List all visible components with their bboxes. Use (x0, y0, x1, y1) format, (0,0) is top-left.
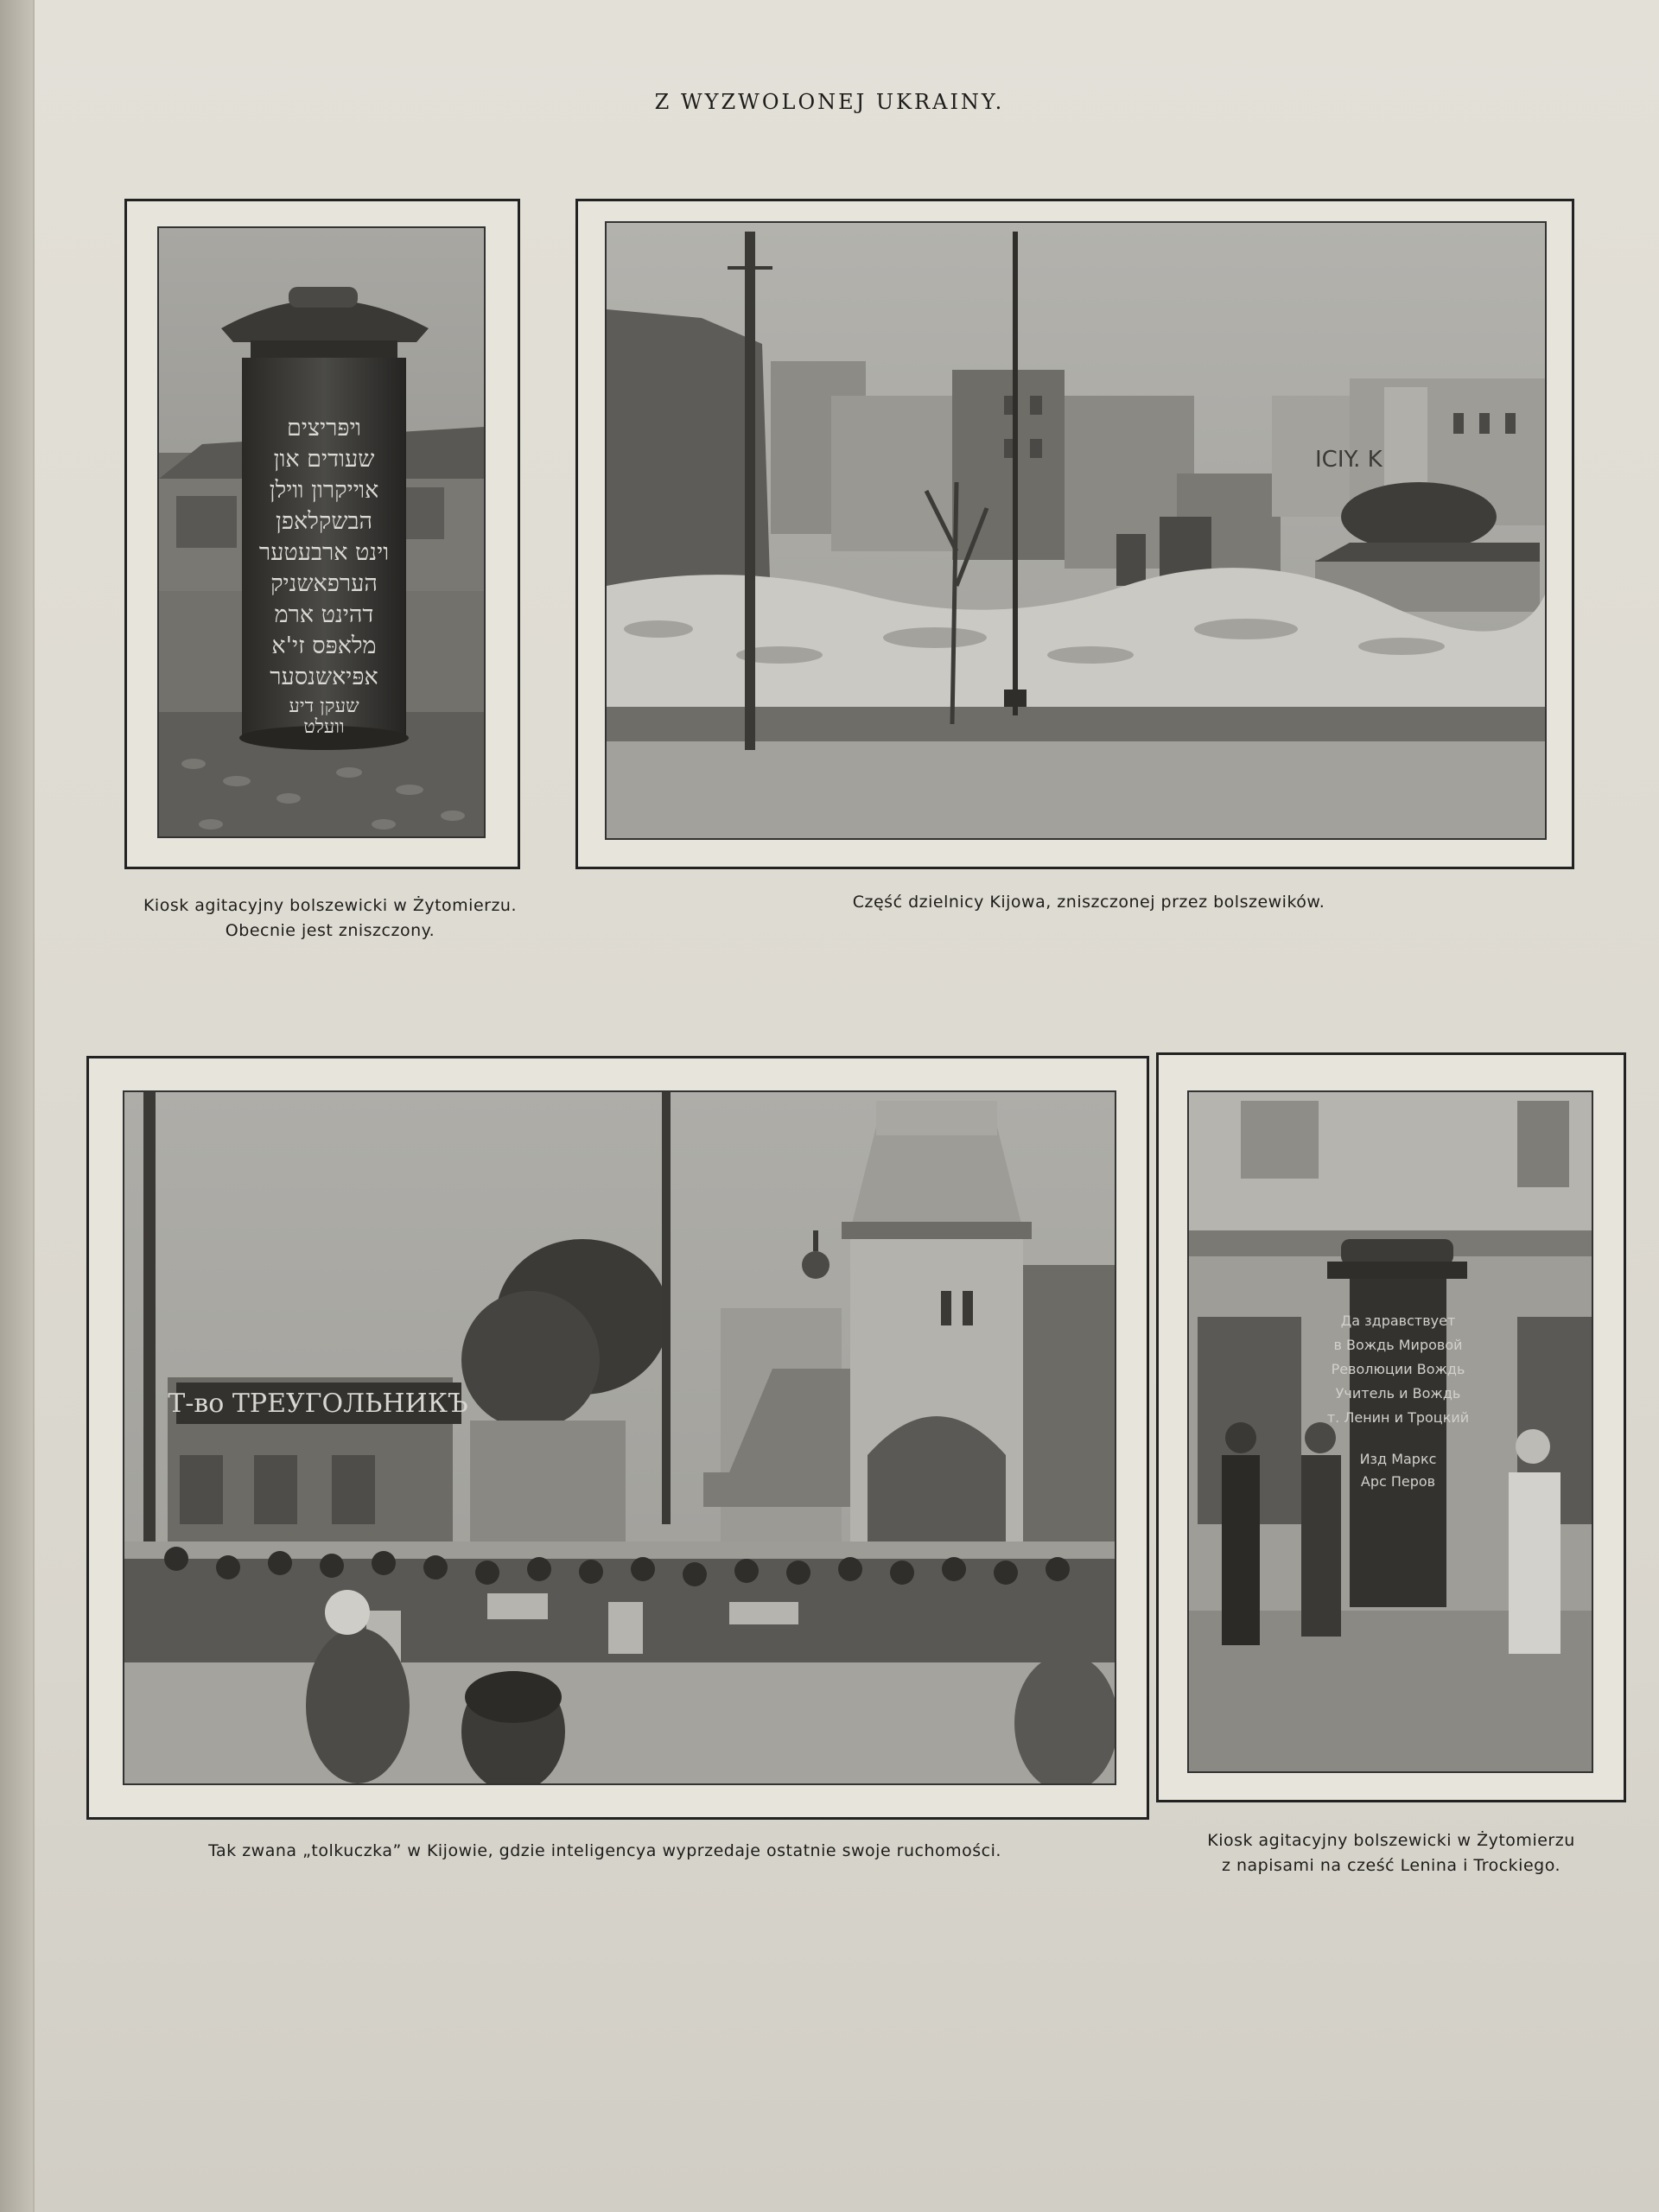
poster-inscription-line: Изд Маркс (1359, 1451, 1437, 1467)
poster-inscription-line: в Вождь Мировой (1333, 1337, 1463, 1353)
kiosk-inscription-line: אױיקרון װילן (269, 477, 379, 504)
ruins-wall-sign: ICIY. K (1315, 447, 1382, 473)
kiosk-inscription-line: מלאפּס זי'א (271, 632, 377, 659)
kiosk-photo (157, 226, 486, 838)
caption-line: Tak zwana „tolkuczka” w Kijowie, gdzie inteligencya wyprzedaje ostatnie swoje ruchomości. (208, 1841, 1001, 1860)
poster-inscription-line: Революции Вождь (1331, 1361, 1465, 1377)
page-title: Z WYZWOLONEJ UKRAINY. (654, 90, 1005, 114)
caption-kiosk-poster (1158, 1828, 1624, 1878)
poster-inscription-line: Да здравствует (1340, 1313, 1456, 1329)
caption-kiosk (97, 893, 563, 944)
binding-spine (0, 0, 33, 2212)
kiosk-inscription-line: שעקן דיע (289, 696, 359, 717)
caption-market (130, 1839, 1080, 1864)
kiosk-inscription-line: שעודים און (273, 446, 375, 473)
kiosk-inscription-line: וינט ארבעטער (258, 539, 390, 566)
caption-line: Obecnie jest zniszczony. (225, 921, 435, 940)
caption-line: Kiosk agitacyjny bolszewicki w Żytomierzu. (143, 896, 518, 915)
poster-inscription-line: Учитель и Вождь (1335, 1385, 1461, 1402)
kiosk-poster-photo (1187, 1090, 1593, 1773)
kiosk-inscription-line: אפּיאשנסער (270, 664, 378, 690)
kiosk-inscription-line: ױפּריצים (287, 415, 361, 442)
caption-ruins (605, 890, 1573, 915)
market-photo (123, 1090, 1116, 1785)
kiosk-inscription-line: וועלט (303, 716, 345, 738)
caption-line: Część dzielnicy Kijowa, zniszczonej przez bolszewików. (852, 893, 1325, 912)
ruins-photo (605, 221, 1547, 840)
caption-line: z napisami na cześć Lenina i Trockiego. (1221, 1856, 1561, 1875)
kiosk-inscription-line: הערפאשניק (270, 570, 378, 597)
poster-inscription-line: т. Ленин и Троцкий (1326, 1409, 1470, 1426)
poster-inscription-line: Арс Перов (1360, 1473, 1436, 1490)
kiosk-inscription-line: הבשקלאפן (276, 508, 372, 535)
kiosk-inscription-line: דהינט ארמ (274, 601, 374, 628)
shop-sign: Т-во ТРЕУГОЛЬНИКЪ (168, 1389, 468, 1419)
caption-line: Kiosk agitacyjny bolszewicki w Żytomierzu (1207, 1831, 1575, 1850)
